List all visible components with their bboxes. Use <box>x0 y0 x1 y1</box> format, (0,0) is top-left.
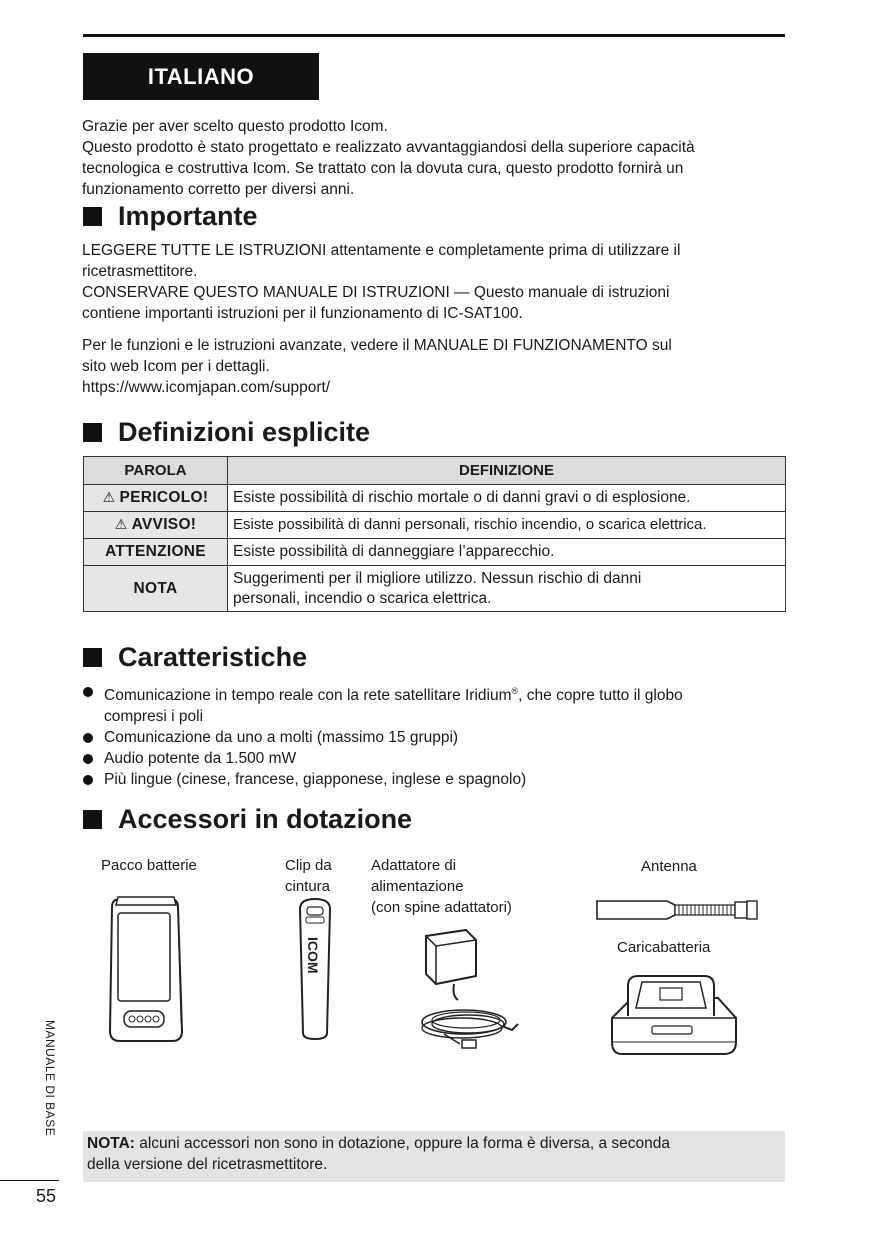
item-text: Comunicazione da uno a molti (massimo 15 gruppi) <box>104 729 459 747</box>
features-list <box>83 681 783 790</box>
language-title: ITALIANO <box>147 63 255 89</box>
bullet-icon <box>83 687 93 697</box>
clip-logo-text: ICOM <box>305 937 321 974</box>
intro-line: Grazie per aver scelto questo prodotto Icom. <box>82 118 388 135</box>
text-line: sito web Icom per i dettagli. <box>82 358 270 375</box>
charger-illustration <box>608 968 740 1058</box>
support-url: https://www.icomjapan.com/support/ <box>82 379 331 396</box>
item-text: compresi i poli <box>104 708 204 726</box>
term-text: ATTENZIONE <box>105 543 206 560</box>
square-bullet-icon <box>83 423 102 442</box>
table-header-row <box>84 457 786 485</box>
intro-line: tecnologica e costruttiva Icom. Se trattato con la dovuta cura, questo prodotto fornirà un <box>82 160 684 177</box>
list-item <box>83 727 783 748</box>
clip-label <box>285 855 332 897</box>
antenna-label: Antenna <box>641 858 697 875</box>
definition-cell: Esiste possibilità di danni personali, rischio incendio, o scarica elettrica. <box>228 512 786 539</box>
item-text: , che copre tutto il globo <box>518 687 683 705</box>
note-label: NOTA: <box>87 1135 135 1152</box>
heading-importante <box>83 201 258 232</box>
definitions-table <box>83 456 786 612</box>
definition-cell: Esiste possibilità di rischio mortale o di danni gravi o di esplosione. <box>228 485 786 512</box>
item-text: Comunicazione in tempo reale con la rete satellitare Iridium <box>104 687 512 705</box>
warning-triangle-icon: ⚠ <box>114 516 128 532</box>
importante-paragraph-2 <box>82 335 782 398</box>
text-line: contiene importanti istruzioni per il funzionamento di IC-SAT100. <box>82 305 523 322</box>
list-item <box>83 681 783 727</box>
bullet-icon <box>83 733 93 743</box>
term-cell <box>84 566 228 612</box>
square-bullet-icon <box>83 207 102 226</box>
label-line: Clip da <box>285 857 332 874</box>
intro-paragraph <box>82 116 782 200</box>
item-text: Audio potente da 1.500 mW <box>104 750 297 768</box>
language-banner <box>83 53 319 100</box>
warning-triangle-icon: ⚠ <box>102 489 116 505</box>
column-header-term: PAROLA <box>84 457 228 485</box>
importante-paragraph-1 <box>82 240 782 324</box>
battery-pack-illustration <box>104 893 186 1045</box>
registered-mark: ® <box>511 686 519 696</box>
label-line: Adattatore di <box>371 857 457 874</box>
term-text: NOTA <box>133 579 178 597</box>
bullet-icon <box>83 775 93 785</box>
definition-line: personali, incendio o scarica elettrica. <box>233 589 492 607</box>
ac-adapter-illustration <box>414 926 524 1052</box>
heading-text: Importante <box>118 201 258 231</box>
heading-definizioni <box>83 417 370 448</box>
top-rule <box>83 34 785 37</box>
adapter-label <box>371 855 512 918</box>
charger-label: Caricabatteria <box>617 939 711 956</box>
antenna-illustration <box>595 895 761 925</box>
table-row <box>84 485 786 512</box>
text-line: LEGGERE TUTTE LE ISTRUZIONI attentamente e completamente prima di utilizzare il <box>82 242 681 259</box>
term-text: AVVISO! <box>131 516 197 533</box>
note-text: della versione del ricetrasmettitore. <box>87 1156 328 1173</box>
side-section-label: MANUALE DI BASE <box>43 1020 57 1137</box>
belt-clip-illustration <box>294 897 336 1043</box>
battery-label: Pacco batterie <box>101 857 197 874</box>
heading-text: Caratteristiche <box>118 642 308 672</box>
item-text: Più lingue (cinese, francese, giapponese, inglese e spagnolo) <box>104 771 527 789</box>
term-cell <box>84 539 228 566</box>
table-row <box>84 512 786 539</box>
label-line: (con spine adattatori) <box>371 899 512 916</box>
term-cell <box>84 512 228 539</box>
table-row <box>84 566 786 612</box>
note-text: alcuni accessori non sono in dotazione, oppure la forma è diversa, a seconda <box>134 1135 671 1152</box>
list-item <box>83 769 783 790</box>
square-bullet-icon <box>83 810 102 829</box>
list-item <box>83 748 783 769</box>
definition-line: Suggerimenti per il migliore utilizzo. Nessun rischio di danni <box>233 569 642 587</box>
intro-line: funzionamento corretto per diversi anni. <box>82 181 355 198</box>
label-line: cintura <box>285 878 331 895</box>
text-line: CONSERVARE QUESTO MANUALE DI ISTRUZIONI — Questo manuale di istruzioni <box>82 284 670 301</box>
heading-text: Definizioni esplicite <box>118 417 371 447</box>
definition-cell: Esiste possibilità di danneggiare l’apparecchio. <box>228 539 786 566</box>
definition-cell <box>228 566 786 612</box>
label-line: alimentazione <box>371 878 464 895</box>
note-box <box>83 1131 785 1182</box>
heading-accessori <box>83 804 412 835</box>
column-header-definition: DEFINIZIONE <box>228 457 786 485</box>
square-bullet-icon <box>83 648 102 667</box>
text-line: Per le funzioni e le istruzioni avanzate, vedere il MANUALE DI FUNZIONAMENTO sul <box>82 337 672 354</box>
intro-line: Questo prodotto è stato progettato e realizzato avvantaggiandosi della superiore capacità <box>82 139 695 156</box>
table-row <box>84 539 786 566</box>
heading-caratteristiche <box>83 642 307 673</box>
term-text: PERICOLO! <box>119 489 209 506</box>
term-cell <box>84 485 228 512</box>
page-number-rule <box>0 1180 59 1181</box>
heading-text: Accessori in dotazione <box>118 804 413 834</box>
bullet-icon <box>83 754 93 764</box>
text-line: ricetrasmettitore. <box>82 263 198 280</box>
page-number: 55 <box>36 1186 57 1206</box>
